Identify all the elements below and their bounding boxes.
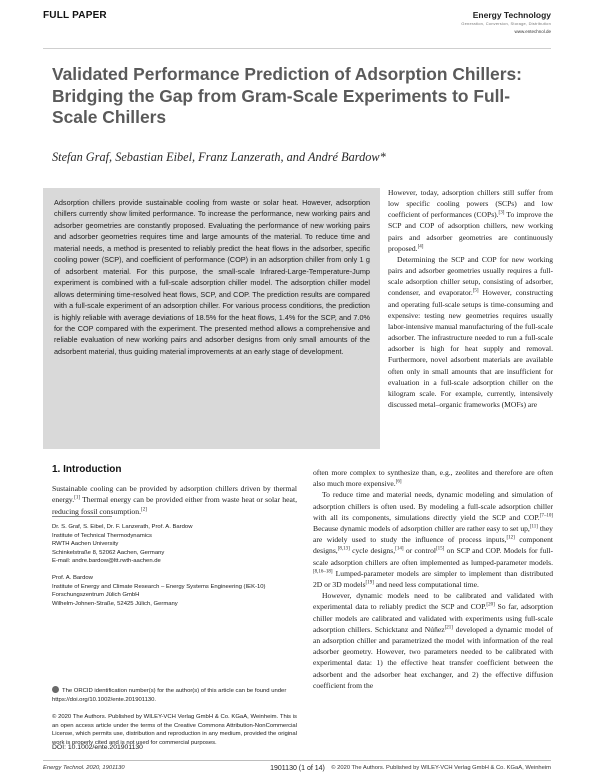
citation[interactable]: [15] [436, 546, 445, 552]
abstract-box [43, 188, 380, 449]
header-divider [43, 48, 551, 49]
citation[interactable]: [20] [486, 602, 495, 608]
citation[interactable]: [6] [395, 479, 402, 485]
paragraph: However, today, adsorption chillers still suffer from low specific cooling powers (SCPs) and low coefficient of performances (COPs).[3] To improve the SCP and COP of adsorption chillers, new working pairs and adsorber geometries are continuously proposed.[4] [388, 188, 554, 253]
journal-url[interactable]: www.entechnol.de [514, 29, 551, 34]
orcid-note: The ORCID identification number(s) for the author(s) of this article can be found under https://doi.org/10.1002/ente.201901130. [52, 688, 287, 703]
footer-citation: Energy Technol. 2020, 1901130 [43, 765, 125, 771]
citation[interactable]: [7–10] [539, 513, 553, 519]
citation[interactable]: [2] [141, 507, 147, 513]
citation[interactable]: [8,13] [337, 546, 350, 552]
paragraph: However, dynamic models need to be calibrated and validated with experimental data to reliably predict the SCP and COP.[20] So far, adsorption chiller models are calibrated and validated with experiments using full-scale adsorption chillers. Schicktanz and Núñez[21] developed a dynamic model of an adsorption chiller and parametrized the model with information of the real adsorber geometry. However, two parameters needed to be calibrated with experimental data: 1) the effective heat transfer coefficient between the adsorbent and the adsorber heat exchanger, and 2) the effective diffusion coefficient from the [313, 591, 554, 690]
paragraph: often more complex to synthesize than, e.g., zeolites and therefore are often also much more expensive.[6] [313, 468, 553, 489]
citation[interactable]: [5] [472, 288, 479, 294]
intro-paragraph: Sustainable cooling can be provided by adsorption chillers driven by thermal energy.[1] Thermal energy can be provided either from waste heat or solar heat, reducing fossil consumption.[2] [52, 484, 297, 516]
journal-brand [461, 10, 551, 34]
paragraph: To reduce time and material needs, dynamic modeling and simulation of adsorption chillers is often used. By modeling a full-scale adsorption chiller with all its components, simulations directly yield the SCP and COP.[7–10] Because dynamic models of adsorption chiller are rather easy to set up,[11] they are widely used to study the influence of process inputs,[12] component designs,[8,13] cycle designs,[14] or control[15] on SCP and COP. Models for full-scale adsorption chillers are often implemented as lumped-parameter models.[8,16–18] Lumped-parameter models are simpler to implement than distributed 2D or 3D models[19] and need less computational time. [313, 490, 553, 590]
right-column-top [388, 187, 553, 410]
full-width-column [313, 467, 553, 691]
affiliation-block: Dr. S. Graf, S. Eibel, Dr. F. Lanzerath, Prof. A. Bardow Institute of Technical Thermodynamics RWTH Aachen University Schinkelstraße 8, 52062 Aachen, Germany E-mail: andre.bardow@ltt.rwth-aachen.de Prof. A. Bardow Institute of Energy and Climate Research – Energy Systems Engineering (IEK-10) Forschungszentrum Jülich GmbH Wilhelm-Johnen-Straße, 52425 Jülich, Germany [52, 523, 297, 608]
section-heading: 1. Introduction [52, 464, 122, 475]
citation[interactable]: [4] [417, 244, 424, 250]
citation[interactable]: [19] [365, 580, 374, 586]
journal-name: Energy Technology [472, 10, 551, 20]
section-label: FULL PAPER [43, 10, 107, 21]
copyright-note: © 2020 The Authors. Published by WILEY-VCH Verlag GmbH & Co. KGaA, Weinheim. This is an open access article under the terms of the Creative Commons Attribution-NonCommercial License, which permits use, distribution and reproduction in any medium, provided the original work is properly cited and is not used for commercial purposes. [52, 714, 297, 746]
citation[interactable]: [1] [74, 495, 81, 501]
paper-title: Validated Performance Prediction of Adsorption Chillers: Bridging the Gap from Gram-Scale Experiments to Full-Scale Chillers [52, 64, 522, 127]
footnote-divider [52, 516, 112, 517]
citation[interactable]: [14] [395, 546, 404, 552]
citation[interactable]: [8,16–18] [313, 569, 333, 575]
footer-copyright: © 2020 The Authors. Published by WILEY-VCH Verlag GmbH & Co. KGaA, Weinheim [331, 765, 551, 771]
abstract-text: Adsorption chillers provide sustainable cooling from waste or solar heat. However, adsorption chillers currently show limited performance. To increase the performance, new working pairs and adsorber geometries are constantly proposed. Evaluating the performance of new working pairs and adsorber geometries requires time and large amounts of the material. To reduce time and material needs, a method is presented to reliably predict the heat flows in the adsorber, specific cooling power (SCP), and coefficient of performance (COP) in an adsorption chiller from only 1 g of adsorbent material. For this purpose, the small-scale Infrared-Large-Temperature-Jump experiment is combined with a full-scale adsorption chiller model. The adsorption chiller model allows determining time-resolved heat flows, SCP, and COP. The prediction results are compared with a full-scale experiment of an adsorption chiller. For various process conditions, the prediction is highly reliable with average deviations of 18.5% for the heat flows, 1.4% for the SCP, and 7.0% for the COP compared with the experiment. The presented method allows a comprehensive and reliable evaluation of new working pairs and adsorber designs from only small amounts of the adsorbent material, thus guiding material improvements at an early stage of development. [54, 198, 370, 356]
citation[interactable]: [3] [498, 210, 505, 216]
citation[interactable]: [21] [444, 625, 453, 631]
page-number: 1901130 (1 of 14) [270, 765, 325, 772]
citation[interactable]: [12] [506, 535, 515, 541]
paragraph: Determining the SCP and COP for new working pairs and adsorber geometries usually requires a full-scale adsorption chiller setup, consisting of adsorber, condenser, and evaporator.[5] However, constructing and operating full-scale setups is time-consuming and expensive: testing new geometries requires usually labor-intensive manual manufacturing of the full-scale adsorber. The infrastructure needed to run a full-scale adsorber is high for heat supply and removal. Furthermore, novel adsorbent materials are available often only in small amounts that are insufficient for evaluation in a full-scale adsorption chiller on the kilogram scale. For example, currently, intensively discussed metal–organic frameworks (MOFs) are [388, 254, 553, 409]
citation[interactable]: [11] [529, 524, 538, 530]
orcid-icon[interactable] [52, 686, 59, 693]
footer-divider [43, 760, 551, 761]
author-list: Stefan Graf, Sebastian Eibel, Franz Lanzerath, and André Bardow* [52, 150, 386, 164]
doi[interactable]: DOI: 10.1002/ente.201901130 [52, 744, 143, 751]
journal-tagline: Generation, Conversion, Storage, Distribution [461, 21, 551, 26]
author-email[interactable]: E-mail: andre.bardow@ltt.rwth-aachen.de [52, 558, 161, 565]
